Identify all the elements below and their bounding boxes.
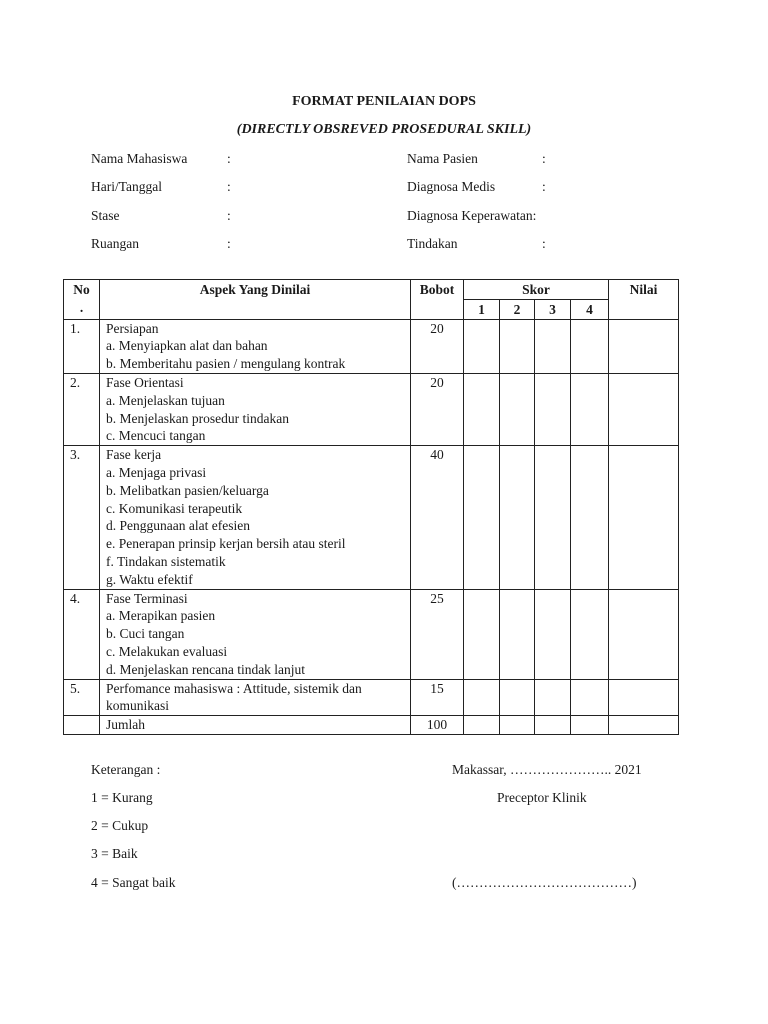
info-left-label-ruangan: Ruangan bbox=[91, 236, 139, 251]
keterangan-item: 2 = Cukup bbox=[91, 818, 149, 833]
table-row bbox=[64, 446, 679, 589]
info-left-label-nama-mahasiswa: Nama Mahasiswa bbox=[91, 151, 188, 166]
row-bobot: 20 bbox=[411, 319, 464, 373]
info-right-sep: : bbox=[542, 179, 546, 194]
nilai-cell[interactable] bbox=[609, 589, 679, 679]
aspek-line: e. Penerapan prinsip kerjan bersih atau steril bbox=[106, 536, 346, 552]
signature-place-date: Makassar, ………………….. 2021 bbox=[452, 762, 642, 777]
table-header-row bbox=[64, 280, 679, 300]
aspek-line: Fase kerja bbox=[106, 447, 162, 463]
aspek-line: d. Penggunaan alat efesien bbox=[106, 518, 250, 534]
header-skor-3: 3 bbox=[535, 299, 571, 319]
score-cell-3[interactable] bbox=[535, 716, 571, 735]
header-no-label: No bbox=[73, 282, 90, 297]
score-cell-1[interactable] bbox=[464, 679, 500, 716]
aspek-line: Fase Terminasi bbox=[106, 590, 188, 606]
keterangan-label: Keterangan : bbox=[91, 762, 161, 777]
assessment-table bbox=[63, 279, 679, 735]
score-cell-2[interactable] bbox=[500, 716, 535, 735]
header-skor-2: 2 bbox=[500, 299, 535, 319]
aspek-line: Persiapan bbox=[106, 320, 159, 336]
row-aspek bbox=[100, 679, 411, 716]
aspek-line: g. Waktu efektif bbox=[106, 571, 193, 587]
row-number: 3. bbox=[64, 446, 100, 589]
info-right-label-diagnosa-medis: Diagnosa Medis bbox=[407, 179, 496, 194]
score-cell-2[interactable] bbox=[500, 373, 535, 445]
header-bobot: Bobot bbox=[411, 280, 464, 320]
aspek-line: c. Mencuci tangan bbox=[106, 428, 206, 444]
row-number: 4. bbox=[64, 589, 100, 679]
keterangan-item: 3 = Baik bbox=[91, 846, 138, 861]
table-row bbox=[64, 319, 679, 373]
info-left-sep: : bbox=[227, 208, 231, 223]
aspek-line: a. Menyiapkan alat dan bahan bbox=[106, 338, 268, 354]
info-left-label-stase: Stase bbox=[91, 208, 120, 223]
aspek-line: f. Tindakan sistematik bbox=[106, 553, 226, 569]
score-cell-2[interactable] bbox=[500, 679, 535, 716]
score-cell-2[interactable] bbox=[500, 589, 535, 679]
aspek-line: a. Merapikan pasien bbox=[106, 608, 216, 624]
row-aspek bbox=[100, 716, 411, 735]
aspek-line: a. Menjaga privasi bbox=[106, 464, 207, 480]
table-row bbox=[64, 373, 679, 445]
score-cell-4[interactable] bbox=[571, 373, 609, 445]
score-cell-1[interactable] bbox=[464, 319, 500, 373]
aspek-line: Perfomance mahasiswa : Attitude, sistemik dan bbox=[106, 680, 362, 696]
row-number bbox=[64, 716, 100, 735]
row-aspek bbox=[100, 446, 411, 589]
row-aspek bbox=[100, 373, 411, 445]
row-bobot: 40 bbox=[411, 446, 464, 589]
nilai-cell[interactable] bbox=[609, 446, 679, 589]
aspek-line: komunikasi bbox=[106, 698, 169, 714]
nilai-cell[interactable] bbox=[609, 373, 679, 445]
info-right-sep: : bbox=[542, 236, 546, 251]
score-cell-4[interactable] bbox=[571, 446, 609, 589]
header-aspek: Aspek Yang Dinilai bbox=[100, 280, 411, 320]
score-cell-2[interactable] bbox=[500, 446, 535, 589]
row-bobot: 15 bbox=[411, 679, 464, 716]
page-title: FORMAT PENILAIAN DOPS bbox=[292, 94, 476, 109]
info-right-label-tindakan: Tindakan bbox=[407, 236, 458, 251]
info-left-sep: : bbox=[227, 151, 231, 166]
score-cell-4[interactable] bbox=[571, 679, 609, 716]
aspek-line: Jumlah bbox=[106, 717, 145, 733]
info-right-label-diagnosa-keperawatan: Diagnosa Keperawatan: bbox=[407, 208, 537, 223]
score-cell-3[interactable] bbox=[535, 319, 571, 373]
aspek-line: c. Komunikasi terapeutik bbox=[106, 500, 243, 516]
info-left-sep: : bbox=[227, 179, 231, 194]
row-aspek bbox=[100, 319, 411, 373]
info-left-sep: : bbox=[227, 236, 231, 251]
aspek-line: b. Memberitahu pasien / mengulang kontrak bbox=[106, 356, 346, 372]
score-cell-3[interactable] bbox=[535, 373, 571, 445]
table-row bbox=[64, 589, 679, 679]
row-number: 1. bbox=[64, 319, 100, 373]
info-left-label-hari-tanggal: Hari/Tanggal bbox=[91, 179, 163, 194]
info-right-sep: : bbox=[542, 151, 546, 166]
score-cell-1[interactable] bbox=[464, 373, 500, 445]
aspek-line: c. Melakukan evaluasi bbox=[106, 643, 228, 659]
score-cell-4[interactable] bbox=[571, 716, 609, 735]
header-skor-4: 4 bbox=[571, 299, 609, 319]
aspek-line: b. Melibatkan pasien/keluarga bbox=[106, 482, 269, 498]
header-skor: Skor bbox=[464, 280, 609, 300]
score-cell-1[interactable] bbox=[464, 446, 500, 589]
page-subtitle: (DIRECTLY OBSREVED PROSEDURAL SKILL) bbox=[236, 122, 532, 137]
aspek-line: b. Menjelaskan prosedur tindakan bbox=[106, 410, 289, 426]
row-bobot: 100 bbox=[411, 716, 464, 735]
score-cell-2[interactable] bbox=[500, 319, 535, 373]
header-nilai: Nilai bbox=[609, 280, 679, 320]
score-cell-4[interactable] bbox=[571, 589, 609, 679]
keterangan-item: 4 = Sangat baik bbox=[91, 875, 176, 890]
nilai-cell[interactable] bbox=[609, 716, 679, 735]
header-no-dot: . bbox=[79, 300, 84, 315]
table-row bbox=[64, 679, 679, 716]
keterangan-item: 1 = Kurang bbox=[91, 790, 153, 805]
score-cell-1[interactable] bbox=[464, 716, 500, 735]
score-cell-3[interactable] bbox=[535, 679, 571, 716]
score-cell-3[interactable] bbox=[535, 446, 571, 589]
signature-role: Preceptor Klinik bbox=[497, 790, 587, 805]
aspek-line: b. Cuci tangan bbox=[106, 626, 185, 642]
score-cell-4[interactable] bbox=[571, 319, 609, 373]
nilai-cell[interactable] bbox=[609, 679, 679, 716]
row-bobot: 25 bbox=[411, 589, 464, 679]
row-bobot: 20 bbox=[411, 373, 464, 445]
signature-name-line: (…………………………………) bbox=[452, 875, 637, 890]
info-right-label-nama-pasien: Nama Pasien bbox=[407, 151, 478, 166]
table-row bbox=[64, 716, 679, 735]
header-skor-1: 1 bbox=[464, 299, 500, 319]
nilai-cell[interactable] bbox=[609, 319, 679, 373]
row-number: 2. bbox=[64, 373, 100, 445]
score-cell-1[interactable] bbox=[464, 589, 500, 679]
aspek-line: d. Menjelaskan rencana tindak lanjut bbox=[106, 661, 306, 677]
row-aspek bbox=[100, 589, 411, 679]
aspek-line: a. Menjelaskan tujuan bbox=[106, 392, 225, 408]
aspek-line: Fase Orientasi bbox=[106, 374, 184, 390]
score-cell-3[interactable] bbox=[535, 589, 571, 679]
header-no bbox=[64, 280, 100, 320]
row-number: 5. bbox=[64, 679, 100, 716]
